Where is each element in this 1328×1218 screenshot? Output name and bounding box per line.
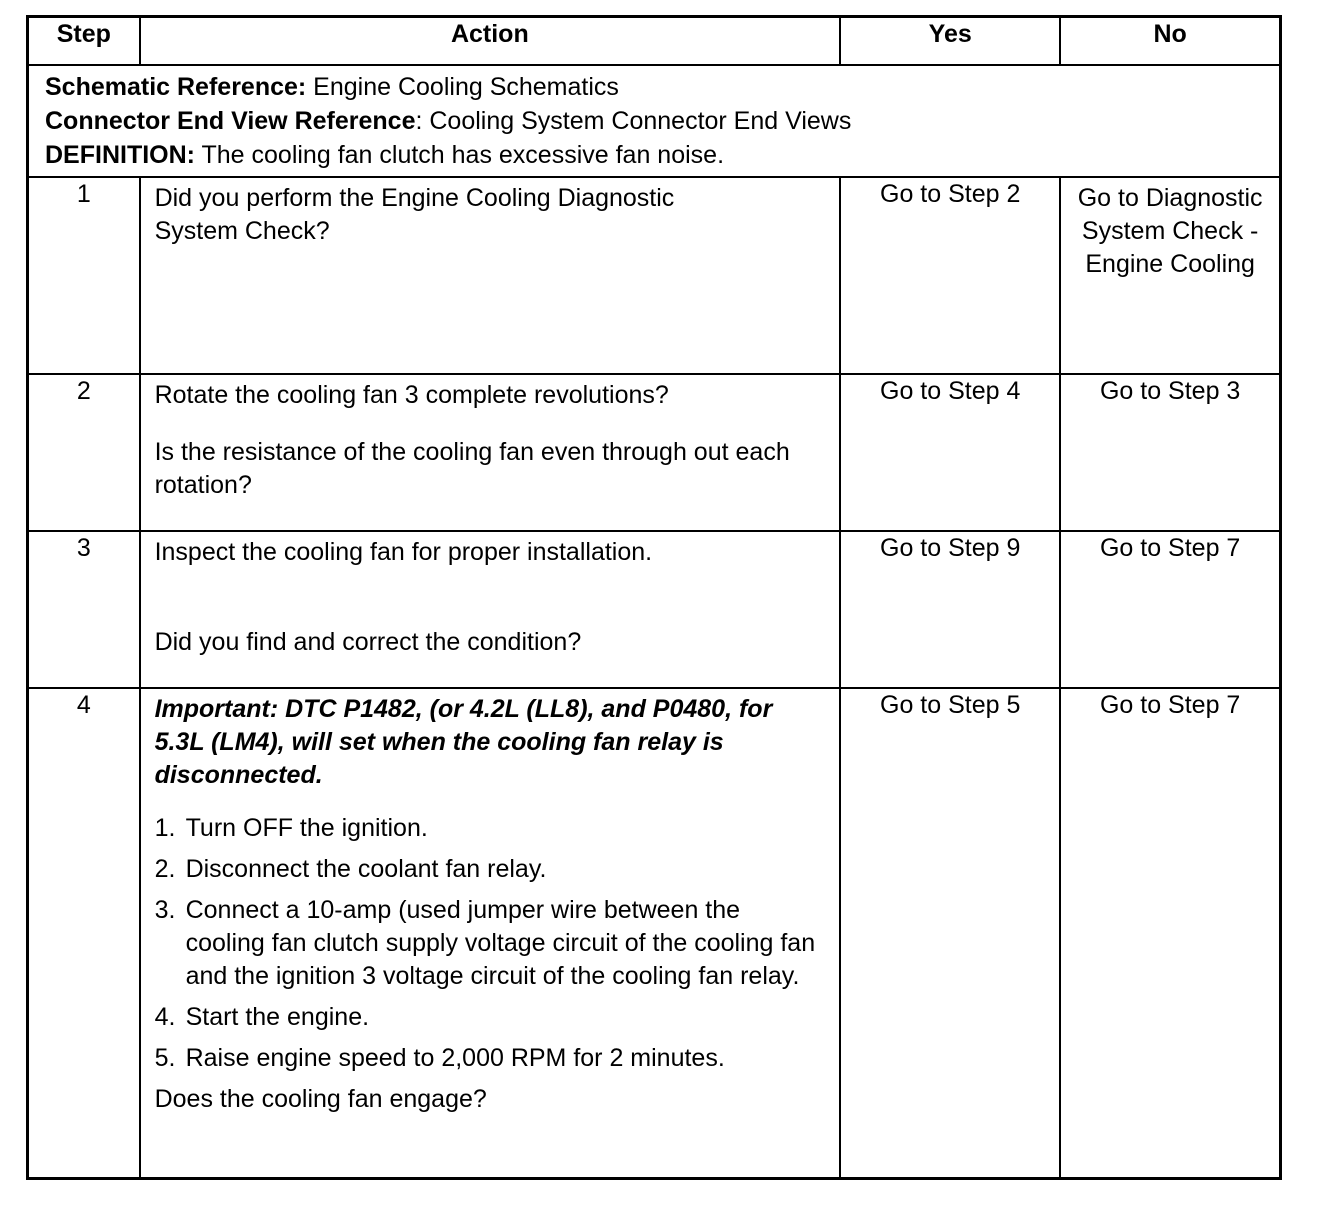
no-cell: Go to Step 3 — [1060, 374, 1280, 531]
schematic-reference — [45, 70, 1265, 104]
schematic-reference-label: Schematic Reference: — [45, 73, 307, 101]
table-row — [28, 177, 1281, 374]
table-row — [28, 531, 1281, 688]
list-item — [155, 812, 826, 845]
action-cell — [140, 374, 841, 531]
action-text: Did you perform the Engine Cooling Diagnostic System Check? — [154, 184, 675, 245]
yes-cell: Go to Step 5 — [840, 688, 1060, 1178]
header-no: No — [1060, 17, 1280, 66]
no-cell: Go to Diagnostic System Check - Engine Cooling — [1060, 177, 1280, 374]
list-item — [155, 853, 826, 886]
list-item-number: 2. — [154, 855, 176, 883]
header-row — [28, 17, 1281, 66]
action-cell — [140, 531, 841, 688]
connector-reference-label: Connector End View Reference — [45, 107, 416, 135]
definition-value: The cooling fan clutch has excessive fan noise. — [195, 141, 725, 169]
references-cell — [28, 65, 1281, 177]
step-number: 2 — [28, 374, 140, 531]
yes-cell: Go to Step 2 — [840, 177, 1060, 374]
list-item-number: 1. — [154, 814, 176, 842]
list-item-number: 4. — [154, 1003, 176, 1031]
connector-reference — [45, 104, 1265, 138]
list-item-text: Turn OFF the ignition. — [185, 814, 428, 842]
header-yes: Yes — [840, 17, 1060, 66]
diagnostic-table — [26, 15, 1282, 1180]
references-row — [28, 65, 1281, 177]
header-action: Action — [140, 17, 841, 66]
no-cell: Go to Step 7 — [1060, 688, 1280, 1178]
schematic-reference-value: Engine Cooling Schematics — [306, 73, 619, 101]
list-item-text: Connect a 10-amp (used jumper wire between the cooling fan clutch supply voltage circuit of the cooling fan and the ignition 3 voltage circuit of the cooling fan relay. — [185, 896, 816, 990]
yes-cell: Go to Step 9 — [840, 531, 1060, 688]
list-item-text: Start the engine. — [185, 1003, 370, 1031]
definition — [45, 138, 1265, 172]
list-item — [155, 1042, 826, 1075]
step-number: 3 — [28, 531, 140, 688]
yes-cell: Go to Step 4 — [840, 374, 1060, 531]
list-item-text: Disconnect the coolant fan relay. — [185, 855, 547, 883]
list-item-text: Raise engine speed to 2,000 RPM for 2 minutes. — [185, 1044, 725, 1072]
action-question: Did you find and correct the condition? — [154, 628, 582, 656]
action-cell — [140, 688, 841, 1178]
list-item-number: 3. — [154, 896, 176, 924]
action-question: Does the cooling fan engage? — [154, 1085, 487, 1113]
action-question: Is the resistance of the cooling fan even through out each rotation? — [154, 438, 790, 499]
important-note: Important: DTC P1482, (or 4.2L (LL8), and P0480, for 5.3L (LM4), will set when the cooling fan relay is disconnected. — [154, 695, 773, 789]
table-row — [28, 688, 1281, 1178]
action-text: Rotate the cooling fan 3 complete revolutions? — [154, 381, 669, 409]
procedure-list — [155, 812, 826, 1075]
step-number: 4 — [28, 688, 140, 1178]
header-step: Step — [28, 17, 140, 66]
connector-reference-value: : Cooling System Connector End Views — [415, 107, 852, 135]
definition-label: DEFINITION: — [45, 141, 195, 169]
table-row — [28, 374, 1281, 531]
no-cell: Go to Step 7 — [1060, 531, 1280, 688]
list-item — [155, 1001, 826, 1034]
action-text: Inspect the cooling fan for proper installation. — [154, 538, 653, 566]
action-cell — [140, 177, 841, 374]
list-item — [155, 894, 826, 993]
list-item-number: 5. — [154, 1044, 176, 1072]
step-number: 1 — [28, 177, 140, 374]
